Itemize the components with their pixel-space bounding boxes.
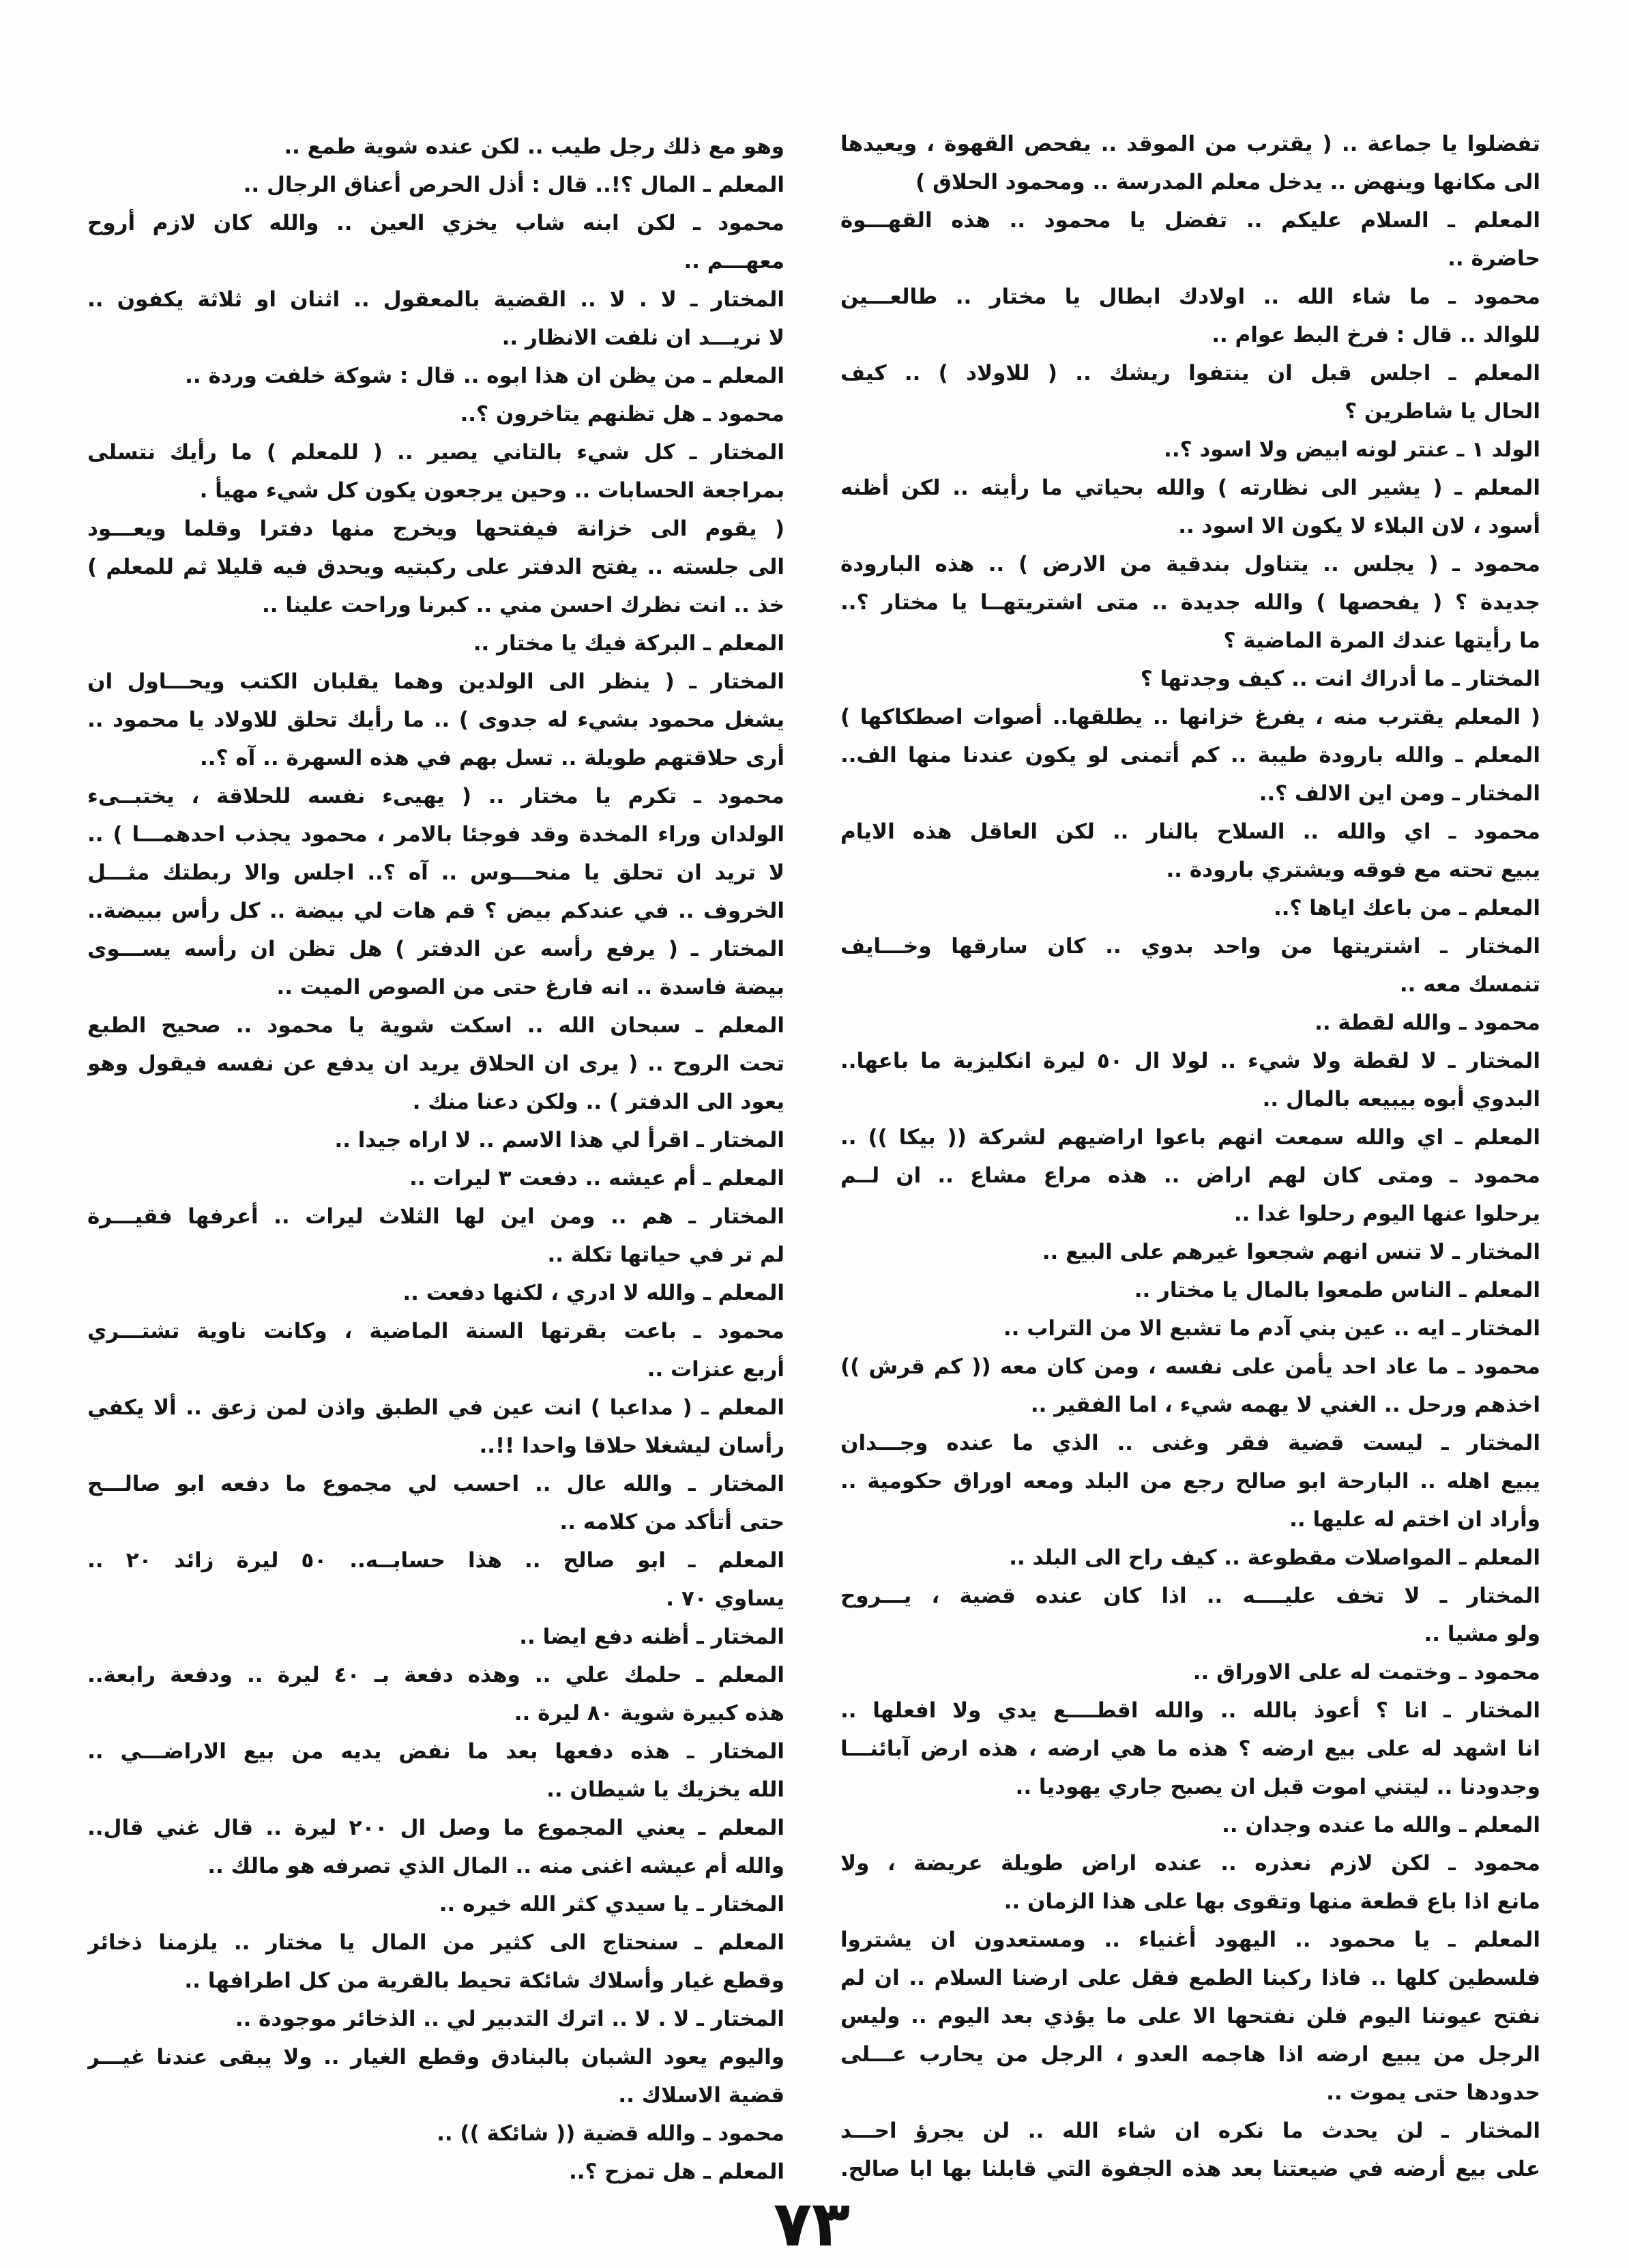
dialogue-line: المختار ـ لن يحدث ما نكره ان شاء الله .. لن يجرؤ احـــد	[840, 2119, 1540, 2143]
dialogue-line: المختار ـ اقرأ لي هذا الاسم .. لا اراه جيدا ..	[334, 1128, 784, 1152]
stage-direction-line: الى جلسته .. يفتح الدفتر على ركبتيه ويحدق فيه قليلا ثم للمعلم )	[87, 555, 784, 579]
dialogue-line: قضية الاسلاك ..	[618, 2083, 784, 2108]
dialogue-line: المعلم ـ السلام عليكم .. تفضل يا محمود .. هذه القهـــوة	[840, 208, 1540, 233]
dialogue-line: المختار ـ لا تخف عليــــه .. اذا كان عنده قضية ، يـــروح	[840, 1584, 1540, 1608]
dialogue-line: تفضلوا يا جماعة .. ( يقترب من الموقد .. يفحص القهوة ، ويعيدها	[840, 132, 1540, 156]
dialogue-line: وأراد ان اختم له عليها ..	[1289, 1507, 1540, 1532]
dialogue-line: المختار ـ لا . لا .. القضية بالمعقول .. اثنان او ثلاثة يكفون ..	[87, 287, 784, 312]
dialogue-line: فلسطين كلها .. فاذا ركبنا الطمع فقل على ارضنا السلام .. ان لم	[840, 1966, 1540, 1990]
dialogue-line: يعود الى الدفتر ) .. ولكن دعنا منك .	[412, 1090, 784, 1114]
dialogue-line: المعلم ـ ( يشير الى نظارته ) والله بحياتي ما رأيته .. لكن أظنه	[840, 476, 1540, 500]
dialogue-line: حاضرة ..	[1448, 246, 1540, 271]
dialogue-line: المعلم ـ اجلس قبل ان ينتفوا ريشك .. ( للاولاد ) .. كيف	[840, 361, 1540, 386]
dialogue-line: المعلم ـ سبحان الله .. اسكت شوية يا محمود .. صحيح الطبع	[87, 1013, 784, 1038]
dialogue-line: خذ .. انت نظرك احسن مني .. كبرنا وراحت علينا ..	[262, 593, 784, 617]
dialogue-line: المختار ـ لا . لا .. اترك التدبير لي .. الذخائر موجودة ..	[235, 2007, 784, 2031]
dialogue-line: لا نريـــد ان نلفت الانظار ..	[501, 325, 784, 350]
dialogue-line: المعلم ـ سنحتاج الى كثير من المال يا مختار .. يلزمنا ذخائر	[87, 1930, 784, 1955]
dialogue-line: محمود ـ ما شاء الله .. اولادك ابطال يا مختار .. طالعـــين	[840, 285, 1540, 309]
dialogue-line: محمود ـ والله لقطة ..	[1315, 1011, 1540, 1035]
dialogue-line: المعلم ـ الناس طمعوا بالمال يا مختار ..	[1134, 1278, 1540, 1303]
dialogue-line: الله يخزيك يا شيطان ..	[546, 1777, 784, 1802]
dialogue-line: محمود ـ لكن ابنه شاب يخزي العين .. والله كان لازم أروح	[87, 211, 784, 235]
dialogue-line: المعلم ـ يعني المجموع ما وصل ال ٢٠٠ ليرة .. قال غني قال..	[87, 1816, 784, 1840]
dialogue-line: المعلم ـ اي والله سمعت انهم باعوا اراضيهم لشركة (( بيكا )) ..	[840, 1125, 1540, 1150]
dialogue-line: المعلم ـ هل تمزح ؟..	[568, 2160, 784, 2184]
dialogue-line: المعلم ـ حلمك علي .. وهذه دفعة بـ ٤٠ ليرة .. ودفعة رابعة..	[87, 1663, 784, 1687]
dialogue-line: المعلم ـ من يظن ان هذا ابوه .. قال : شوكة خلفت وردة ..	[185, 364, 784, 388]
dialogue-line: الولدان وراء المخدة وقد فوجئا بالامر ، محمود يجذب احدهمـــا ) ..	[87, 822, 784, 847]
dialogue-line: والله أم عيشه اغنى منه .. المال الذي تصرفه هو مالك ..	[207, 1854, 784, 1878]
dialogue-line: حتى أتأكد من كلامه ..	[559, 1510, 784, 1535]
dialogue-line: المعلم ـ البركة فيك يا مختار ..	[473, 631, 784, 656]
dialogue-line: محمود ـ هل تظنهم يتاخرون ؟..	[460, 402, 784, 426]
dialogue-line: المعلم ـ المال ؟!.. قال : أذل الحرص أعناق الرجال ..	[243, 173, 784, 197]
dialogue-line: ولو مشيا ..	[1424, 1622, 1540, 1646]
dialogue-line: المختار ـ لا تنس انهم شجعوا غيرهم على البيع ..	[1042, 1240, 1540, 1264]
dialogue-line: المختار ـ هذه دفعها بعد ما نفض يديه من بيع الاراضـــي ..	[87, 1739, 784, 1764]
dialogue-line: واليوم يعود الشبان بالبنادق وقطع الغيار .. ولا يبقى عندنا غيـــر	[87, 2045, 784, 2069]
left-column	[87, 128, 784, 2191]
dialogue-line: وهو مع ذلك رجل طيب .. لكن عنده شوية طمع ..	[284, 134, 784, 159]
dialogue-line: المختار ـ ايه .. عين بني آدم ما تشبع الا من التراب ..	[1003, 1316, 1540, 1341]
dialogue-line: الخروف .. في عندكم بيض ؟ قم هات لي بيضة .. كل رأس ببيضة..	[87, 899, 784, 923]
dialogue-line: لا تريد ان تحلق يا منحـــوس .. آه ؟.. اجلس والا ربطتك مثـــل	[87, 860, 784, 885]
dialogue-line: اخذهم ورحل .. الغني لا يهمه شيء ، اما الفقير ..	[1030, 1393, 1540, 1417]
dialogue-line: المعلم ـ والله لا ادري ، لكنها دفعت ..	[402, 1281, 784, 1305]
dialogue-line: المختار ـ ( ينظر الى الولدين وهما يقلبان الكتب ويحـــاول ان	[87, 669, 784, 694]
dialogue-line: المختار ـ ما أدراك انت .. كيف وجدتها ؟	[1140, 667, 1540, 691]
dialogue-line: المعلم ـ ابو صالح .. هذا حسابــه.. ٥٠ ليرة زائد ٢٠ ..	[87, 1548, 784, 1573]
dialogue-line: هذه كبيرة شوية ٨٠ ليرة ..	[514, 1701, 784, 1726]
dialogue-line: تنمسك معه ..	[1399, 972, 1540, 997]
dialogue-line: المختار ـ اشتريتها من واحد بدوي .. كان سارقها وخـــايف	[840, 934, 1540, 959]
dialogue-line: ما رأيتها عندك المرة الماضية ؟	[1223, 628, 1540, 653]
dialogue-line: المختار ـ يا سيدي كثر الله خيره ..	[439, 1892, 784, 1917]
dialogue-line: المختار ـ أظنه دفع ايضا ..	[519, 1625, 784, 1649]
dialogue-line: أرى حلاقتهم طويلة .. تسل بهم في هذه السهرة .. آه ؟..	[200, 746, 784, 770]
stage-direction-line: ( المعلم يقترب منه ، يفرغ خزانها .. يطلقها.. أصوات اصطكاكها )	[840, 705, 1540, 729]
dialogue-line: المختار ـ ومن اين الالف ؟..	[1259, 781, 1540, 806]
dialogue-line: رأسان ليشغلا حلاقا واحدا !!..	[479, 1434, 784, 1458]
dialogue-line: محمود ـ والله قضية (( شائكة )) ..	[437, 2121, 784, 2146]
dialogue-line: المختار ـ انا ؟ أعوذ بالله .. والله اقطــــع يدي ولا افعلها ..	[840, 1698, 1540, 1723]
stage-direction-line: ( يقوم الى خزانة فيفتحها ويخرج منها دفترا وقلما ويعـــود	[87, 517, 784, 541]
dialogue-line: يشغل محمود بشيء له جدوى ) .. ما رأيك تحلق للاولاد يا محمود ..	[87, 708, 784, 732]
dialogue-line: المختار ـ ليست قضية فقر وغنى .. الذي ما عنده وجـــدان	[840, 1431, 1540, 1455]
dialogue-line: وقطع غيار وأسلاك شائكة تحيط بالقرية من كل اطرافها ..	[184, 1968, 784, 1993]
dialogue-line: محمود ـ ما عاد احد يأمن على نفسه ، ومن كان معه (( كم قرش ))	[840, 1354, 1540, 1379]
dialogue-line: المعلم ـ والله بارودة طيبة .. كم أتمنى لو يكون عندنا منها الف..	[840, 743, 1540, 768]
dialogue-line: محمود ـ وختمت له على الاوراق ..	[1192, 1660, 1540, 1685]
dialogue-line: حدودها حتى يموت ..	[1326, 2080, 1540, 2105]
dialogue-line: المعلم ـ أم عيشه .. دفعت ٣ ليرات ..	[409, 1166, 784, 1191]
dialogue-line: تحت الروح .. ( يرى ان الحلاق يريد ان يدفع عن نفسه فيقول وهو	[87, 1051, 784, 1076]
dialogue-line: المعلم ـ من باعك اياها ؟..	[1273, 896, 1540, 920]
dialogue-line: الرجل من يبيع ارضه اذا هاجمه العدو ، الرجل من يحارب عـــلى	[840, 2042, 1540, 2067]
dialogue-line: المعلم ـ والله ما عنده وجدان ..	[1222, 1813, 1540, 1837]
dialogue-line: الى مكانها وينهض .. يدخل معلم المدرسة .. ومحمود الحلاق )	[915, 170, 1540, 194]
dialogue-line: للوالد .. قال : فرخ البط عوام ..	[1212, 323, 1540, 347]
dialogue-line: محمود ـ اي والله .. السلاح بالنار .. لكن العاقل هذه الايام	[840, 819, 1540, 844]
dialogue-line: محمود ـ باعت بقرتها السنة الماضية ، وكانت ناوية تشتـــري	[87, 1319, 784, 1343]
dialogue-line: بمراجعة الحسابات .. وحين يرجعون يكون كل شيء مهيأ .	[199, 478, 784, 503]
dialogue-line: المعلم ـ ( مداعبا ) انت عين في الطبق واذن لمن زعق .. ألا يكفي	[87, 1395, 784, 1420]
dialogue-line: على بيع أرضه في ضيعتنا بعد هذه الجفوة التي قابلنا بها ابا صالح.	[840, 2157, 1540, 2181]
right-column	[840, 125, 1540, 2188]
dialogue-line: المعلم ـ يا محمود .. اليهود أغنياء .. ومستعدون ان يشتروا	[840, 1928, 1540, 1952]
dialogue-line: يبيع اهله .. البارحة ابو صالح رجع من البلد ومعه اوراق حكومية ..	[840, 1469, 1540, 1494]
dialogue-line: المختار ـ هم .. ومن اين لها الثلاث ليرات .. أعرفها فقيـــرة	[87, 1204, 784, 1229]
page-number: ٧٣	[773, 2187, 851, 2260]
dialogue-line: بيضة فاسدة .. انه فارغ حتى من الصوص الميت ..	[276, 975, 784, 1000]
dialogue-line: المختار ـ والله عال .. احسب لي مجموع ما دفعه ابو صالـــح	[87, 1472, 784, 1496]
dialogue-line: محمود ـ تكرم يا مختار .. ( يهيىء نفسه للحلاقة ، يختبــىء	[87, 784, 784, 809]
dialogue-line: يساوي ٧٠ .	[666, 1586, 784, 1611]
dialogue-line: يبيع تحته مع فوقه ويشتري بارودة ..	[1166, 858, 1540, 882]
dialogue-line: معهـــم ..	[684, 249, 784, 274]
dialogue-line: محمود ـ ومتى كان لهم اراض .. هذه مراع مشاع .. ان لــم	[840, 1163, 1540, 1188]
dialogue-line: أربع عنزات ..	[647, 1357, 784, 1382]
dialogue-line: انا اشهد له على بيع ارضه ؟ هذه ما هي ارضه ، هذه ارض آبائنـــا	[840, 1736, 1540, 1761]
dialogue-line: المختار ـ لا لقطة ولا شيء .. لولا ال ٥٠ ليرة انكليزية ما باعها..	[840, 1049, 1540, 1073]
dialogue-line: وجدودنا .. ليتني اموت قبل ان يصبح جاري يهوديا ..	[1015, 1775, 1540, 1799]
dialogue-line: نفتح عيوننا اليوم فلن نفتحها الا على ما يؤذي بعد اليوم .. وليس	[840, 2004, 1540, 2029]
dialogue-line: يرحلوا عنها اليوم رحلوا غدا ..	[1233, 1202, 1540, 1226]
dialogue-line: المختار ـ كل شيء بالتاني يصير .. ( للمعلم ) ما رأيك نتسلى	[87, 440, 784, 465]
dialogue-line: الولد ١ ـ عنتر لونه ابيض ولا اسود ؟..	[1164, 437, 1540, 462]
dialogue-line: أسود ، لان البلاء لا يكون الا اسود ..	[1178, 514, 1540, 538]
dialogue-line: جديدة ؟ ( يفحصها ) والله جديدة .. متى اشتريتهــا يا مختار ؟..	[840, 590, 1540, 615]
dialogue-line: البدوي أبوه بيبيعه بالمال ..	[1262, 1087, 1540, 1111]
dialogue-line: الحال يا شاطرين ؟	[1345, 399, 1540, 424]
dialogue-line: لم تر في حياتها تكلة ..	[547, 1242, 784, 1267]
dialogue-line: محمود ـ لكن لازم نعذره .. عنده اراض طويلة عريضة ، ولا	[840, 1851, 1540, 1876]
dialogue-line: المعلم ـ المواصلات مقطوعة .. كيف راح الى البلد ..	[1009, 1545, 1540, 1570]
dialogue-line: محمود ـ ( يجلس .. يتناول بندقية من الارض ) .. هذه البارودة	[840, 552, 1540, 577]
dialogue-line: مانع اذا باع قطعة منها وتقوى بها على هذا الزمان ..	[1003, 1889, 1540, 1914]
dialogue-line: المختار ـ ( يرفع رأسه عن الدفتر ) هل تظن ان رأسه يســـوى	[87, 937, 784, 961]
